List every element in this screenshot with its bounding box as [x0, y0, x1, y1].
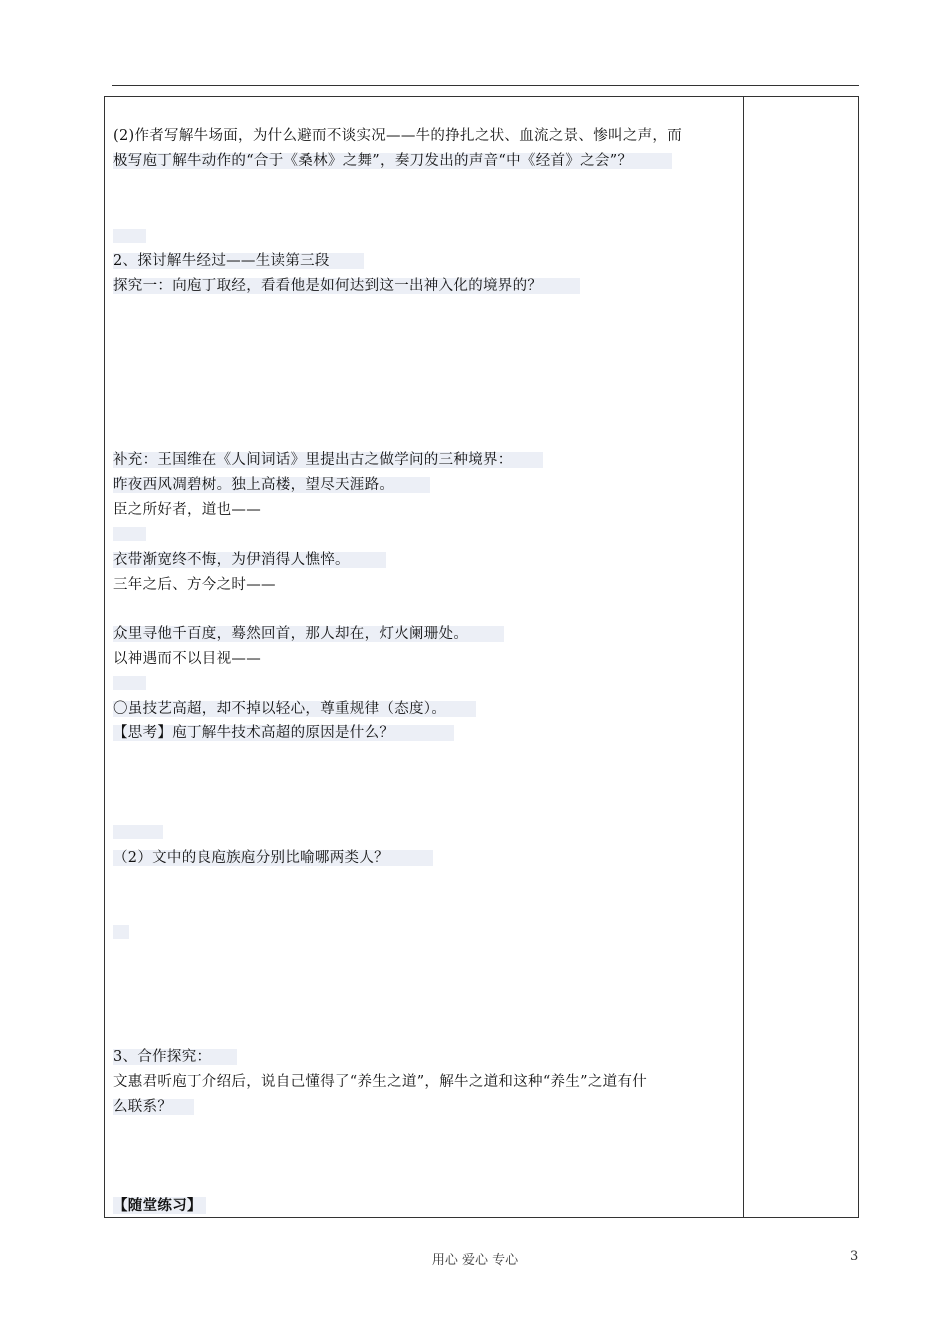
blank-answer-area [113, 925, 129, 939]
realm-two-match: 三年之后、方今之时—— [113, 577, 276, 593]
footer-motto: 用心 爱心 专心 [431, 1253, 519, 1268]
cooks-metaphor-question: （2）文中的良庖族庖分别比喻哪两类人？ [113, 848, 433, 868]
attitude-note: 〇虽技艺高超，却不掉以轻心，尊重规律（态度）。 [113, 699, 476, 719]
blank-answer-area [113, 676, 146, 690]
blank-answer-area [113, 229, 146, 243]
table-column-divider [743, 96, 744, 1218]
realm-two-poem: 衣带渐宽终不悔，为伊消得人憔悴。 [113, 550, 386, 570]
blank-answer-area [113, 825, 163, 839]
section-3-question-line-1: 文惠君听庖丁介绍后，说自己懂得了“养生之道”，解牛之道和这种“养生”之道有什 [113, 1074, 648, 1090]
section-3-question-line-2: 么联系？ [113, 1097, 194, 1117]
header-rule [112, 85, 859, 86]
practice-heading: 【随堂练习】 [113, 1196, 206, 1216]
section-3-title: 3、合作探究： [113, 1047, 237, 1067]
realm-three-match: 以神遇而不以目视—— [113, 651, 261, 667]
realm-one-match: 臣之所好者，道也—— [113, 502, 261, 518]
think-question: 【思考】庖丁解牛技术高超的原因是什么？ [113, 723, 454, 743]
explore-one-question: 探究一：向庖丁取经，看看他是如何达到这一出神入化的境界的？ [113, 276, 580, 296]
question-2-line-2: 极写庖丁解牛动作的“合于《桑林》之舞”，奏刀发出的声音“中《经首》之会”？ [113, 151, 672, 171]
question-2-line-1: (2)作者写解牛场面，为什么避而不谈实况——牛的挣扎之状、血流之景、惨叫之声，而 [113, 128, 683, 144]
blank-answer-area [113, 527, 146, 541]
realm-one-poem: 昨夜西风凋碧树。独上高楼，望尽天涯路。 [113, 475, 430, 495]
section-2-title: 2、探讨解牛经过——生读第三段 [113, 251, 364, 271]
realm-three-poem: 众里寻他千百度，蓦然回首，那人却在，灯火阑珊处。 [113, 624, 504, 644]
supplement-text: 补充：王国维在《人间词话》里提出古之做学问的三种境界： [113, 450, 543, 470]
page-number: 3 [850, 1249, 859, 1264]
